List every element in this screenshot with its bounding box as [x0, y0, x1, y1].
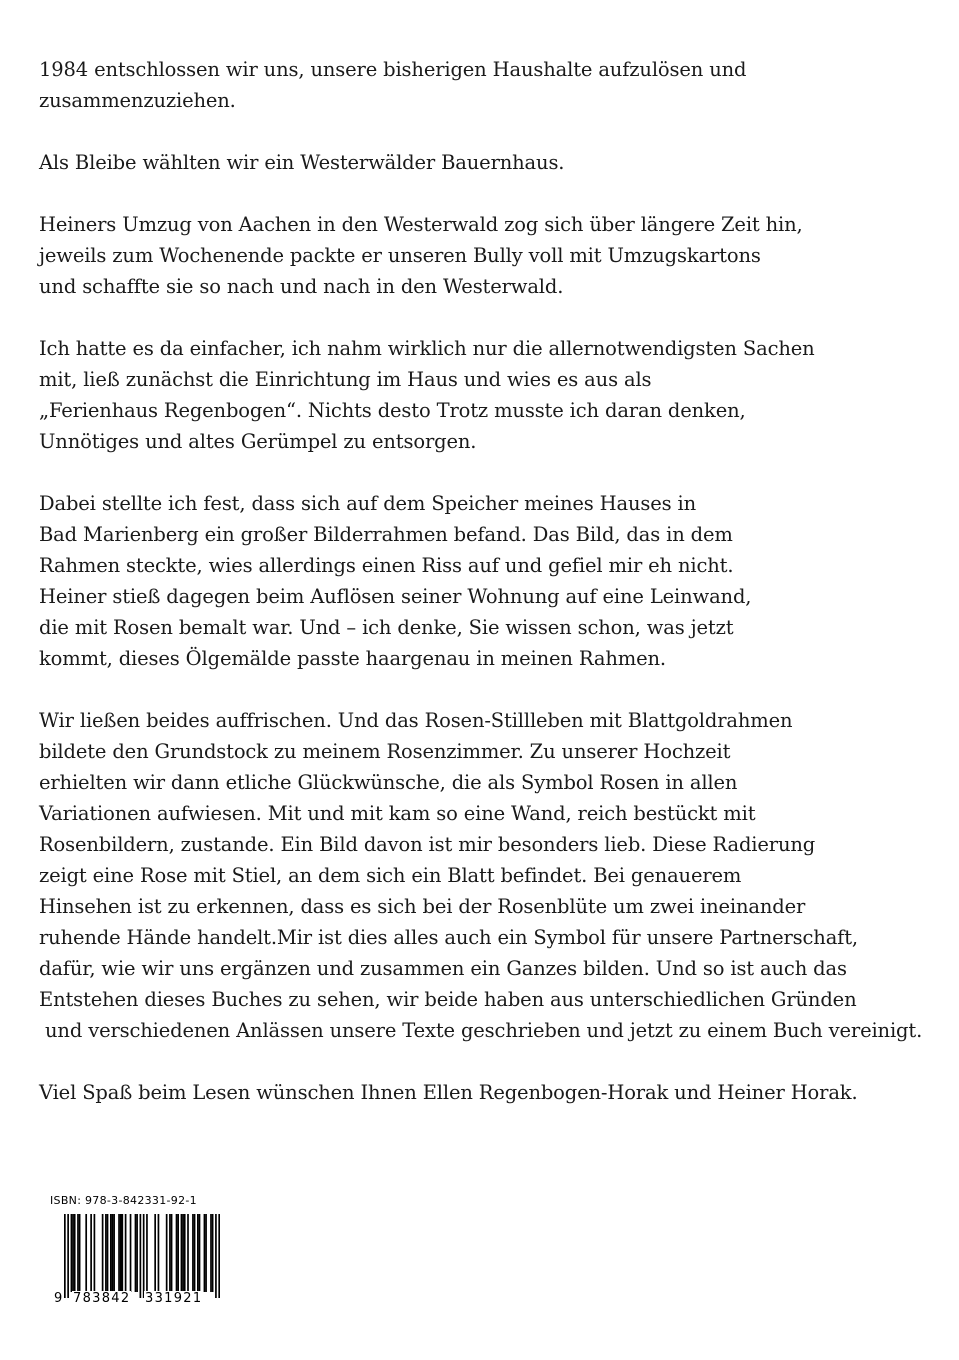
- barcode-bar: [205, 1214, 207, 1292]
- text-line: Als Bleibe wählten wir ein Westerwälder Bauernhaus.: [39, 151, 565, 174]
- text-line: Rahmen steckte, wies allerdings einen Riss auf und gefiel mir eh nicht.: [39, 554, 734, 577]
- text-line: erhielten wir dann etliche Glückwünsche, die als Symbol Rosen in allen: [39, 771, 738, 794]
- barcode-bar: [181, 1214, 183, 1292]
- text-line: Bad Marienberg ein großer Bilderrahmen befand. Das Bild, das in dem: [39, 523, 733, 546]
- text-line: Variationen aufwiesen. Mit und mit kam so eine Wand, reich bestückt mit: [39, 802, 756, 825]
- text-line: und schaffte sie so nach und nach in den Westerwald.: [39, 275, 564, 298]
- text-line: und verschiedenen Anlässen unsere Texte geschrieben und jetzt zu einem Buch vereinigt.: [45, 1019, 923, 1042]
- text-line: Entstehen dieses Buches zu sehen, wir beide haben aus unterschiedlichen Gründen: [39, 988, 857, 1011]
- barcode-bar: [113, 1214, 115, 1292]
- text-line: bildete den Grundstock zu meinem Rosenzimmer. Zu unserer Hochzeit: [39, 740, 731, 763]
- text-line: Dabei stellte ich fest, dass sich auf dem Speicher meines Hauses in: [39, 492, 697, 515]
- paragraph-4: [39, 333, 939, 457]
- barcode-bar: [171, 1214, 173, 1292]
- isbn-barcode: [50, 1194, 230, 1314]
- text-line: ruhende Hände handelt.Mir ist dies alles auch ein Symbol für unsere Partnerschaft,: [39, 926, 858, 949]
- text-line: die mit Rosen bemalt war. Und – ich denke, Sie wissen schon, was jetzt: [39, 616, 734, 639]
- text-line: Ich hatte es da einfacher, ich nahm wirklich nur die allernotwendigsten Sachen: [39, 337, 815, 360]
- text-line: Viel Spaß beim Lesen wünschen Ihnen Ellen Regenbogen-Horak und Heiner Horak.: [39, 1081, 858, 1104]
- barcode-guard-bar: [143, 1214, 145, 1298]
- barcode-bar: [71, 1214, 73, 1292]
- barcode-bar: [192, 1214, 194, 1292]
- barcode-bar: [121, 1214, 123, 1292]
- barcode-right-digits: 331921: [145, 1291, 203, 1306]
- barcode-bar: [197, 1214, 199, 1292]
- text-line: Heiners Umzug von Aachen in den Westerwald zog sich über längere Zeit hin,: [39, 213, 803, 236]
- paragraph-2: [39, 147, 939, 178]
- barcode-guard-bar: [140, 1214, 142, 1298]
- barcode-bar: [146, 1214, 148, 1292]
- barcode-left-digits: 783842: [73, 1291, 131, 1306]
- barcode-bar: [154, 1214, 156, 1292]
- barcode-bar: [184, 1214, 186, 1292]
- barcode-bar: [135, 1214, 137, 1292]
- barcode-bars: [64, 1214, 220, 1298]
- barcode-guard-bar: [215, 1214, 217, 1298]
- barcode-bar: [187, 1214, 189, 1292]
- barcode-bar: [210, 1214, 212, 1292]
- barcode-bar: [90, 1214, 92, 1292]
- barcode-bar: [136, 1214, 138, 1292]
- text-line: Hinsehen ist zu erkennen, dass es sich bei der Rosenblüte um zwei ineinander: [39, 895, 806, 918]
- barcode-bar: [177, 1214, 179, 1292]
- barcode-bar: [166, 1214, 168, 1292]
- text-line: jeweils zum Wochenende packte er unseren Bully voll mit Umzugskartons: [39, 244, 761, 267]
- text-line: kommt, dieses Ölgemälde passte haargenau in meinen Rahmen.: [39, 647, 666, 670]
- barcode-bar: [118, 1214, 120, 1292]
- barcode-first-digit: 9: [54, 1291, 63, 1306]
- barcode-bar: [158, 1214, 160, 1292]
- text-line: zusammenzuziehen.: [39, 89, 236, 112]
- barcode-bar: [125, 1214, 127, 1292]
- barcode-icon: [64, 1214, 220, 1298]
- barcode-bar: [77, 1214, 79, 1292]
- barcode-bar: [176, 1214, 178, 1292]
- text-line: 1984 entschlossen wir uns, unsere bisherigen Haushalte aufzulösen und: [39, 58, 747, 81]
- paragraph-1: [39, 54, 939, 116]
- barcode-bar: [105, 1214, 107, 1292]
- paragraph-7: [39, 1077, 939, 1108]
- barcode-guard-bar: [67, 1214, 69, 1298]
- barcode-bar: [194, 1214, 196, 1292]
- barcode-bar: [182, 1214, 184, 1292]
- barcode-bar: [120, 1214, 122, 1292]
- barcode-guard-bar: [218, 1214, 220, 1298]
- text-line: Rosenbildern, zustande. Ein Bild davon ist mir besonders lieb. Diese Radierung: [39, 833, 816, 856]
- text-line: Wir ließen beides auffrischen. Und das Rosen-Stillleben mit Blattgoldrahmen: [39, 709, 793, 732]
- barcode-bar: [130, 1214, 132, 1292]
- text-line: mit, ließ zunächst die Einrichtung im Haus und wies es aus als: [39, 368, 652, 391]
- paragraph-5: [39, 488, 939, 674]
- barcode-bar: [199, 1214, 201, 1292]
- barcode-guard-bar: [64, 1214, 66, 1298]
- barcode-bar: [72, 1214, 74, 1292]
- text-line: zeigt eine Rose mit Stiel, an dem sich ein Blatt befindet. Bei genauerem: [39, 864, 742, 887]
- barcode-bar: [107, 1214, 109, 1292]
- barcode-bar: [169, 1214, 171, 1292]
- barcode-bar: [204, 1214, 206, 1292]
- barcode-bar: [110, 1214, 112, 1292]
- paragraph-3: [39, 209, 939, 302]
- barcode-bar: [102, 1214, 104, 1292]
- paragraph-6: [39, 705, 939, 1046]
- blurb-text: [39, 54, 939, 1139]
- text-line: Unnötiges und altes Gerümpel zu entsorgen.: [39, 430, 477, 453]
- text-line: „Ferienhaus Regenbogen“. Nichts desto Trotz musste ich daran denken,: [39, 399, 746, 422]
- barcode-bar: [79, 1214, 81, 1292]
- barcode-bar: [94, 1214, 96, 1292]
- barcode-bar: [112, 1214, 114, 1292]
- barcode-bar: [74, 1214, 76, 1292]
- text-line: Heiner stieß dagegen beim Auflösen seiner Wohnung auf eine Leinwand,: [39, 585, 752, 608]
- text-line: dafür, wie wir uns ergänzen und zusammen ein Ganzes bilden. Und so ist auch das: [39, 957, 847, 980]
- isbn-label: ISBN: 978-3-842331-92-1: [50, 1194, 197, 1207]
- barcode-bar: [212, 1214, 214, 1292]
- barcode-bar: [85, 1214, 87, 1292]
